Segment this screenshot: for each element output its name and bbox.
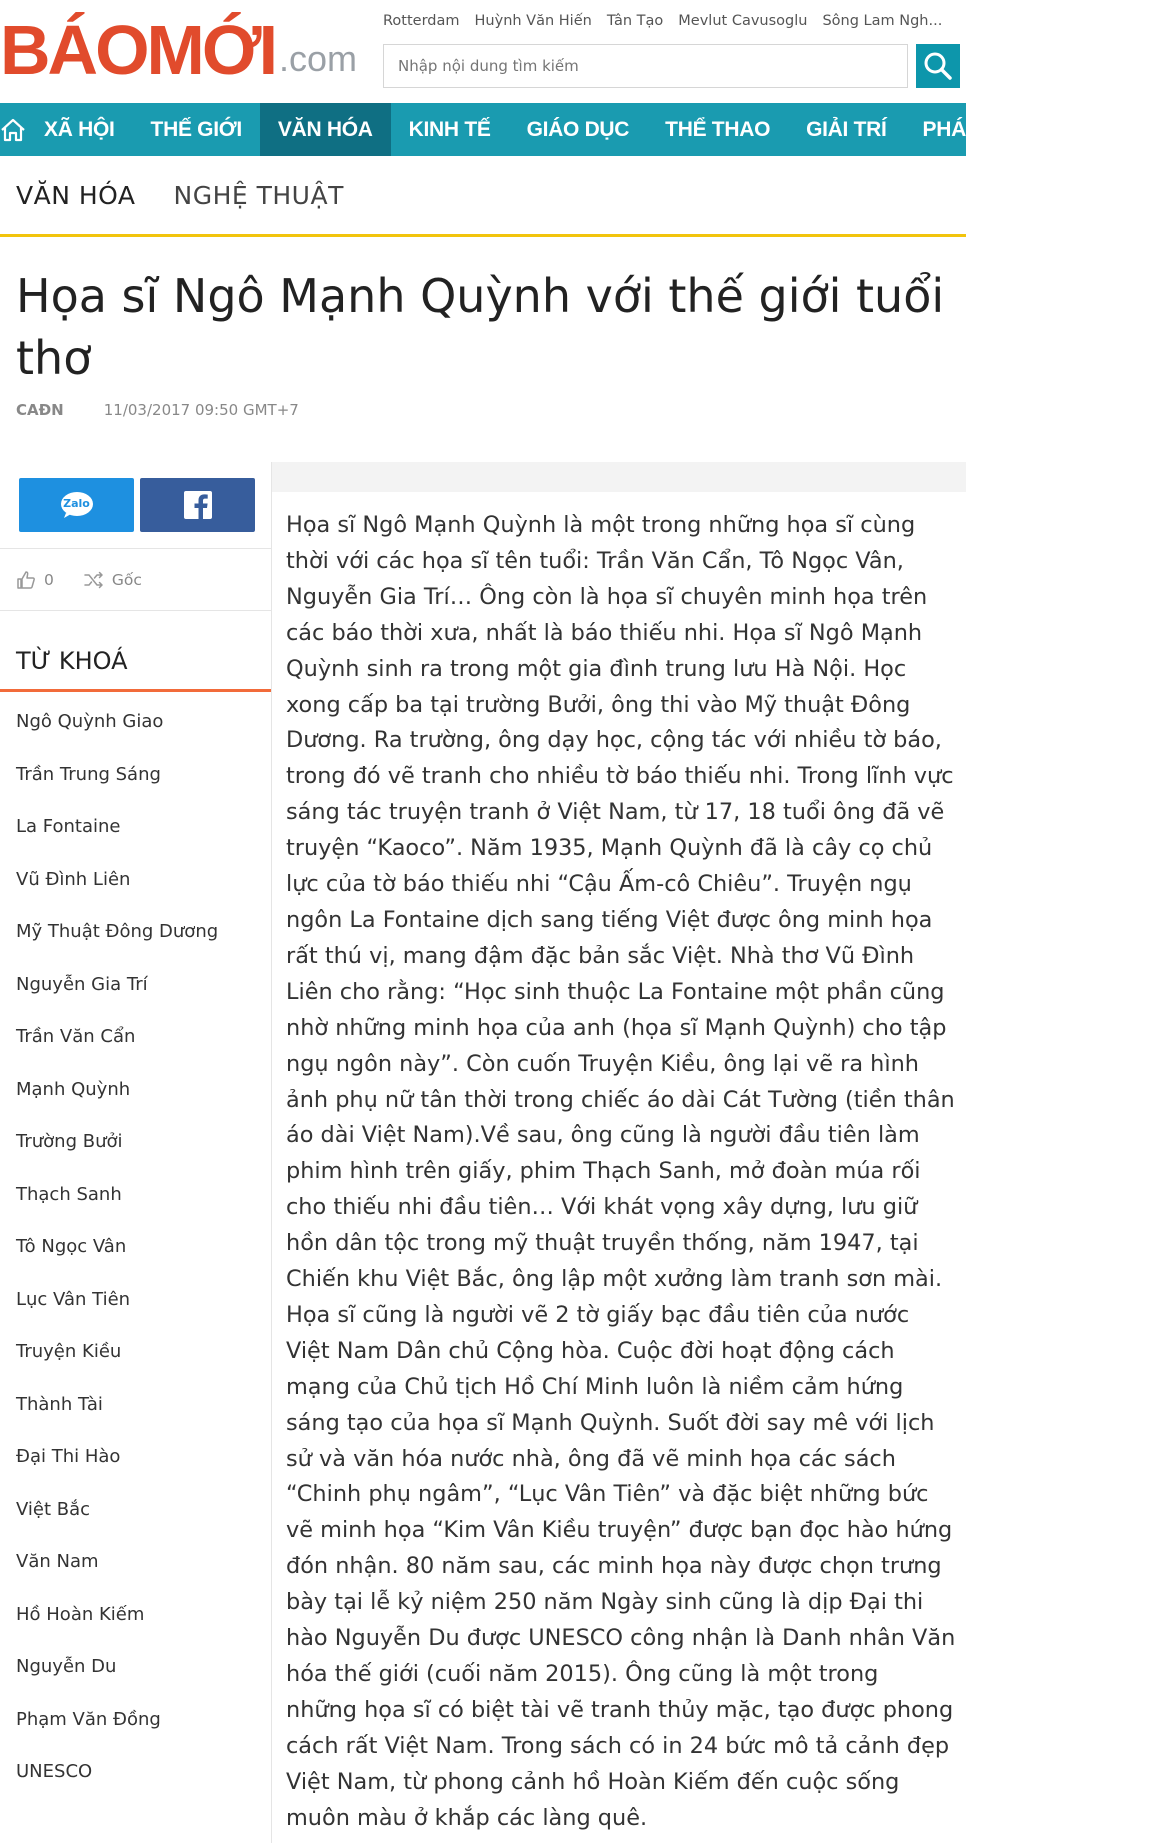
nav-item-khoa[interactable]: KHOA bbox=[1075, 118, 1137, 141]
subnav-item-nghe-thuat[interactable]: NGHỆ THUẬT bbox=[173, 180, 344, 210]
subnav-category[interactable]: VĂN HÓA bbox=[16, 180, 136, 210]
keyword-item[interactable]: Đại Thi Hào bbox=[16, 1446, 121, 1467]
like-button[interactable] bbox=[16, 570, 54, 590]
origin-link[interactable] bbox=[84, 571, 142, 589]
nav-item-xa-hoi[interactable]: XÃ HỘI bbox=[44, 118, 115, 141]
article-datetime: 11/03/2017 09:50 GMT+7 bbox=[103, 401, 299, 419]
nav-item-van-hoa[interactable]: VĂN HÓA bbox=[260, 103, 391, 156]
nav-item-the-gioi[interactable]: THẾ GIỚI bbox=[150, 118, 242, 141]
keyword-item[interactable]: Phạm Văn Đồng bbox=[16, 1708, 161, 1730]
sidebar bbox=[0, 462, 272, 1843]
nav-item-the-thao[interactable]: THỂ THAO bbox=[665, 118, 771, 141]
keyword-item[interactable]: UNESCO bbox=[16, 1761, 93, 1782]
origin-label: Gốc bbox=[111, 570, 142, 589]
article-body: Họa sĩ Ngô Mạnh Quỳnh là một trong những họa sĩ cùng thời với các họa sĩ tên tuổi: Trần Văn Cẩn, Tô Ngọc Vân, Nguyễn Gia Trí… Ông còn là họa sĩ chuyên minh họa trên các báo thời xưa, nhất là báo thiếu nhi. Họa sĩ Ngô Mạnh Quỳnh sinh ra trong một gia đình trung lưu Hà Nội. Học xong cấp ba tại trường Bưởi, ông thi vào Mỹ thuật Đông Dương. Ra trường, ông dạy học, cộng tác với nhiều tờ báo, trong đó vẽ tranh cho nhiều tờ báo thiếu nhi. Trong lĩnh vực sáng tác truyện tranh ở Việt Nam, từ 17, 18 tuổi ông đã vẽ truyện “Kaoco”. Năm 1935, Mạnh Quỳnh đã là cây cọ chủ lực của tờ báo thiếu nhi “Cậu Ấm-cô Chiêu”. Truyện ngụ ngôn La Fontaine dịch sang tiếng Việt được ông minh họa rất thú vị, mang đậm đặc bản sắc Việt. Nhà thơ Vũ Đình Liên cho rằng: “Học sinh thuộc La Fontaine một phần cũng nhờ những minh họa của anh (họa sĩ Mạnh Quỳnh) cho tập ngụ ngôn này”. Còn cuốn Truyện Kiều, ông lại vẽ ra hình ảnh phụ nữ tân thời trong chiếc áo dài Cát Tường (tiền thân áo dài Việt Nam).Về sau, ông cũng là người đầu tiên làm phim hình trên giấy, phim Thạch Sanh, mở đoàn múa rối cho thiếu nhi đầu tiên… Với khát vọng xây dựng, lưu giữ hồn dân tộc trong mỹ thuật truyền thống, năm 1947, tại Chiến khu Việt Bắc, ông lập một xưởng làm tranh sơn mài. Họa sĩ cũng là người vẽ 2 tờ giấy bạc đầu tiên của nước Việt Nam Dân chủ Cộng hòa. Cuộc đời hoạt động cách mạng của Chủ tịch Hồ Chí Minh luôn là niềm cảm hứng sáng tạo của họa sĩ Mạnh Quỳnh. Suốt đời say mê với lịch sử và văn hóa nước nhà, ông đã vẽ minh họa các sách “Chinh phụ ngâm”, “Lục Vân Tiên” và đặc biệt những bức vẽ minh họa “Kim Vân Kiều truyện” được bạn đọc hào hứng đón nhận. 80 năm sau, các minh họa này được chọn trưng bày tại lễ kỷ niệm 250 năm Ngày sinh cũng là dịp Đại thi hào Nguyễn Du được UNESCO công nhận là Danh nhân Văn hóa thế giới (cuối năm 2015). Ông cũng là một trong những họa sĩ có biệt tài vẽ tranh thủy mặc, tạo được phong cách rất Việt Nam. Trong sách có in 24 bức mô tả cảnh đẹp Việt Nam, từ phong cảnh hồ Hoàn Kiếm đến cuộc sống muôn màu ở khắp các làng quê. bbox=[286, 512, 956, 1831]
share-bar bbox=[19, 478, 271, 532]
like-count: 0 bbox=[44, 570, 54, 589]
logo-tld: .com bbox=[279, 38, 358, 79]
keywords-divider bbox=[0, 689, 271, 692]
keyword-item[interactable]: Thành Tài bbox=[16, 1393, 103, 1415]
facebook-share-button[interactable] bbox=[140, 478, 255, 532]
keyword-item[interactable]: Văn Nam bbox=[16, 1551, 99, 1572]
article-title: Họa sĩ Ngô Mạnh Quỳnh với thế giới tuổi thơ bbox=[16, 269, 945, 385]
keyword-item[interactable]: Nguyễn Du bbox=[16, 1656, 117, 1677]
trending-tag[interactable]: Sông Lam Ngh... bbox=[822, 13, 943, 29]
trending-tag[interactable]: Huỳnh Văn Hiến bbox=[474, 13, 592, 29]
keyword-item[interactable]: Tô Ngọc Vân bbox=[16, 1236, 127, 1257]
nav-home[interactable] bbox=[0, 103, 26, 156]
keyword-item[interactable]: La Fontaine bbox=[16, 816, 121, 837]
keyword-item[interactable]: Trần Trung Sáng bbox=[16, 763, 161, 785]
keyword-item[interactable]: Hồ Hoàn Kiếm bbox=[16, 1603, 145, 1625]
nav-item-giai-tri[interactable]: GIẢI TRÍ bbox=[806, 118, 887, 141]
main-nav bbox=[0, 103, 1137, 156]
shuffle-icon bbox=[84, 571, 104, 589]
article-meta bbox=[16, 401, 966, 419]
keyword-item[interactable]: Trường Bưởi bbox=[16, 1131, 123, 1152]
logo-brand: BÁOMỚI bbox=[0, 11, 276, 89]
keyword-item[interactable]: Thạch Sanh bbox=[16, 1183, 122, 1205]
facebook-icon bbox=[183, 490, 213, 520]
thumbs-up-icon bbox=[16, 570, 36, 590]
content-top-bar bbox=[272, 462, 966, 492]
search-icon bbox=[923, 51, 953, 81]
keyword-item[interactable]: Lục Vân Tiên bbox=[16, 1288, 131, 1310]
trending-tag[interactable]: Rotterdam bbox=[383, 13, 460, 29]
zalo-share-button[interactable] bbox=[19, 478, 134, 532]
home-icon bbox=[0, 118, 26, 142]
site-logo[interactable] bbox=[0, 11, 358, 89]
keyword-item[interactable]: Mạnh Quỳnh bbox=[16, 1078, 131, 1100]
keyword-item[interactable]: Việt Bắc bbox=[16, 1498, 91, 1520]
keywords-title: TỪ KHOÁ bbox=[16, 647, 128, 675]
sub-nav bbox=[0, 156, 966, 237]
nav-item-phap-luat[interactable]: PHÁP LUẬT bbox=[922, 118, 1040, 141]
keyword-item[interactable]: Truyện Kiều bbox=[16, 1341, 122, 1362]
trending-tag[interactable]: Mevlut Cavusoglu bbox=[678, 13, 808, 29]
keyword-item[interactable]: Mỹ Thuật Đông Dương bbox=[16, 921, 219, 942]
search-button[interactable] bbox=[916, 44, 960, 88]
trending-tag[interactable]: Tân Tạo bbox=[606, 13, 664, 29]
top-header bbox=[0, 0, 966, 103]
nav-item-giao-duc[interactable]: GIÁO DỤC bbox=[526, 118, 630, 141]
search-input[interactable] bbox=[383, 44, 908, 88]
keyword-item[interactable]: Nguyễn Gia Trí bbox=[16, 973, 148, 995]
article-actions bbox=[0, 548, 271, 611]
keyword-item[interactable]: Trần Văn Cẩn bbox=[16, 1026, 136, 1047]
keywords-list bbox=[0, 710, 271, 1813]
keyword-item[interactable]: Vũ Đình Liên bbox=[16, 868, 131, 890]
article-source[interactable]: CAĐN bbox=[16, 401, 64, 419]
zalo-label: Zalo bbox=[63, 497, 90, 510]
keyword-item[interactable]: Ngô Quỳnh Giao bbox=[16, 711, 164, 732]
nav-item-kinh-te[interactable]: KINH TẾ bbox=[408, 118, 491, 141]
trending-tags bbox=[383, 13, 942, 29]
article-content bbox=[272, 462, 966, 1837]
